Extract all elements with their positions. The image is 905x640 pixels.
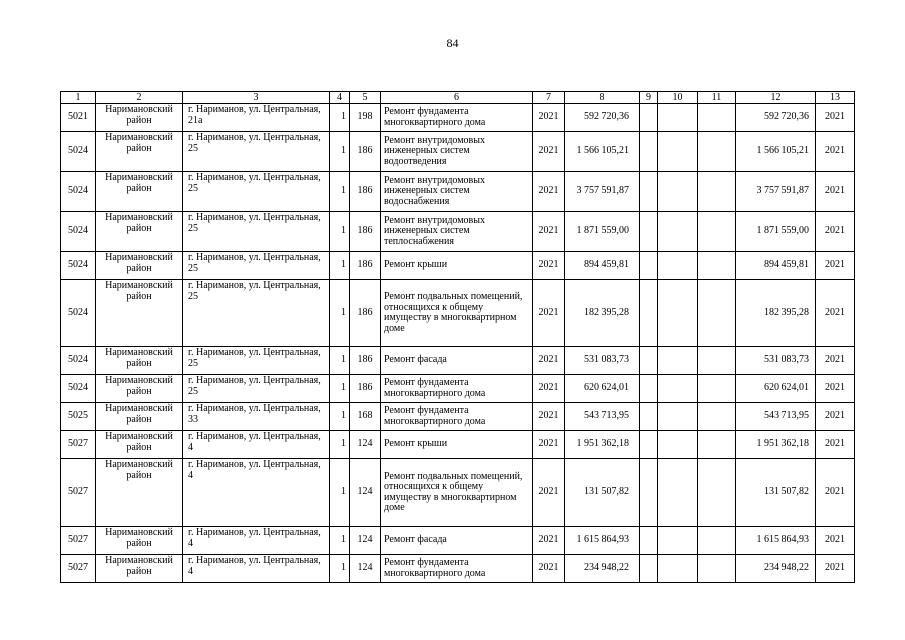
column-header: 2: [96, 92, 183, 104]
table-row: [61, 280, 855, 347]
table-row: [61, 403, 855, 431]
cell-cost: 894 459,81: [565, 252, 640, 280]
cell-col9: [640, 172, 658, 212]
cell-col5: 124: [350, 555, 381, 583]
cell-id: 5024: [61, 172, 96, 212]
cell-col9: [640, 555, 658, 583]
cell-address: г. Нариманов, ул. Центральная, 25: [183, 132, 330, 172]
cell-year-end: 2021: [816, 431, 855, 459]
cell-cost: 592 720,36: [565, 104, 640, 132]
cell-cost-total: 3 757 591,87: [736, 172, 816, 212]
cell-col11: [698, 403, 736, 431]
cell-id: 5027: [61, 459, 96, 527]
column-header: 1: [61, 92, 96, 104]
column-header: 10: [658, 92, 698, 104]
cell-year: 2021: [533, 555, 565, 583]
cell-col10: [658, 212, 698, 252]
cell-col11: [698, 212, 736, 252]
cell-year-end: 2021: [816, 403, 855, 431]
cell-col4: 1: [330, 280, 350, 347]
cell-col9: [640, 527, 658, 555]
cell-cost-total: 182 395,28: [736, 280, 816, 347]
cell-col4: 1: [330, 132, 350, 172]
table-row: [61, 459, 855, 527]
cell-col10: [658, 347, 698, 375]
cell-year: 2021: [533, 347, 565, 375]
table-row: [61, 212, 855, 252]
cell-col10: [658, 172, 698, 212]
table-row: [61, 172, 855, 212]
table-row: [61, 527, 855, 555]
cell-col4: 1: [330, 431, 350, 459]
cell-district: Наримановский район: [96, 403, 183, 431]
column-header: 8: [565, 92, 640, 104]
cell-col5: 186: [350, 280, 381, 347]
cell-work-type: Ремонт фундамента многоквартирного дома: [381, 555, 533, 583]
cell-col11: [698, 555, 736, 583]
cell-id: 5024: [61, 280, 96, 347]
cell-address: г. Нариманов, ул. Центральная, 25: [183, 172, 330, 212]
cell-id: 5024: [61, 252, 96, 280]
cell-cost-total: 543 713,95: [736, 403, 816, 431]
cell-year-end: 2021: [816, 527, 855, 555]
cell-address: г. Нариманов, ул. Центральная, 4: [183, 431, 330, 459]
cell-col4: 1: [330, 555, 350, 583]
cell-cost: 131 507,82: [565, 459, 640, 527]
cell-col5: 124: [350, 431, 381, 459]
cell-cost: 1 615 864,93: [565, 527, 640, 555]
cell-col10: [658, 555, 698, 583]
cell-cost-total: 592 720,36: [736, 104, 816, 132]
cell-col11: [698, 132, 736, 172]
cell-district: Наримановский район: [96, 527, 183, 555]
page-number: 84: [446, 36, 459, 50]
table-row: [61, 347, 855, 375]
cell-col9: [640, 132, 658, 172]
cell-col9: [640, 431, 658, 459]
column-header: 7: [533, 92, 565, 104]
cell-work-type: Ремонт фасада: [381, 347, 533, 375]
cell-col10: [658, 375, 698, 403]
cell-id: 5024: [61, 375, 96, 403]
cell-col5: 124: [350, 459, 381, 527]
cell-year: 2021: [533, 527, 565, 555]
cell-col9: [640, 403, 658, 431]
cell-col9: [640, 459, 658, 527]
column-header: 13: [816, 92, 855, 104]
column-header: 12: [736, 92, 816, 104]
cell-col11: [698, 375, 736, 403]
cell-work-type: Ремонт фасада: [381, 527, 533, 555]
cell-work-type: Ремонт крыши: [381, 252, 533, 280]
cell-district: Наримановский район: [96, 459, 183, 527]
cell-address: г. Нариманов, ул. Центральная, 4: [183, 459, 330, 527]
cell-col4: 1: [330, 104, 350, 132]
cell-cost: 234 948,22: [565, 555, 640, 583]
cell-year-end: 2021: [816, 347, 855, 375]
cell-cost: 1 566 105,21: [565, 132, 640, 172]
cell-cost: 1 871 559,00: [565, 212, 640, 252]
cell-id: 5021: [61, 104, 96, 132]
cell-address: г. Нариманов, ул. Центральная, 25: [183, 252, 330, 280]
header-row: [61, 92, 855, 104]
cell-district: Наримановский район: [96, 212, 183, 252]
cell-year: 2021: [533, 132, 565, 172]
cell-col4: 1: [330, 252, 350, 280]
cell-col5: 168: [350, 403, 381, 431]
cell-id: 5025: [61, 403, 96, 431]
repair-schedule-table: [60, 91, 855, 583]
cell-col9: [640, 212, 658, 252]
cell-col10: [658, 280, 698, 347]
cell-col5: 186: [350, 347, 381, 375]
cell-year-end: 2021: [816, 555, 855, 583]
cell-id: 5024: [61, 212, 96, 252]
cell-col5: 186: [350, 375, 381, 403]
cell-col11: [698, 252, 736, 280]
cell-cost-total: 1 951 362,18: [736, 431, 816, 459]
cell-col4: 1: [330, 212, 350, 252]
cell-year: 2021: [533, 172, 565, 212]
cell-year: 2021: [533, 375, 565, 403]
column-header: 5: [350, 92, 381, 104]
cell-address: г. Нариманов, ул. Центральная, 33: [183, 403, 330, 431]
cell-col9: [640, 252, 658, 280]
cell-year: 2021: [533, 403, 565, 431]
cell-id: 5027: [61, 555, 96, 583]
cell-year: 2021: [533, 212, 565, 252]
cell-col10: [658, 252, 698, 280]
cell-year: 2021: [533, 459, 565, 527]
cell-district: Наримановский район: [96, 252, 183, 280]
cell-year-end: 2021: [816, 132, 855, 172]
cell-id: 5027: [61, 527, 96, 555]
cell-col5: 186: [350, 172, 381, 212]
cell-cost-total: 531 083,73: [736, 347, 816, 375]
cell-address: г. Нариманов, ул. Центральная, 21а: [183, 104, 330, 132]
cell-district: Наримановский район: [96, 347, 183, 375]
cell-id: 5024: [61, 132, 96, 172]
cell-address: г. Нариманов, ул. Центральная, 25: [183, 375, 330, 403]
cell-cost: 620 624,01: [565, 375, 640, 403]
cell-cost: 1 951 362,18: [565, 431, 640, 459]
cell-col4: 1: [330, 375, 350, 403]
cell-col11: [698, 280, 736, 347]
cell-work-type: Ремонт фундамента многоквартирного дома: [381, 104, 533, 132]
cell-address: г. Нариманов, ул. Центральная, 25: [183, 212, 330, 252]
cell-year-end: 2021: [816, 375, 855, 403]
cell-col10: [658, 104, 698, 132]
cell-id: 5027: [61, 431, 96, 459]
cell-work-type: Ремонт внутридомовых инженерных систем водоотведения: [381, 132, 533, 172]
cell-col10: [658, 431, 698, 459]
cell-district: Наримановский район: [96, 555, 183, 583]
column-header: 11: [698, 92, 736, 104]
cell-col11: [698, 347, 736, 375]
cell-year-end: 2021: [816, 280, 855, 347]
cell-col11: [698, 172, 736, 212]
cell-col11: [698, 104, 736, 132]
cell-cost-total: 620 624,01: [736, 375, 816, 403]
cell-year-end: 2021: [816, 104, 855, 132]
table-row: [61, 104, 855, 132]
cell-address: г. Нариманов, ул. Центральная, 4: [183, 555, 330, 583]
cell-col5: 186: [350, 252, 381, 280]
cell-cost-total: 234 948,22: [736, 555, 816, 583]
cell-col11: [698, 431, 736, 459]
table-row: [61, 431, 855, 459]
cell-col4: 1: [330, 403, 350, 431]
cell-year: 2021: [533, 104, 565, 132]
table-row: [61, 375, 855, 403]
table-row: [61, 555, 855, 583]
cell-cost: 531 083,73: [565, 347, 640, 375]
cell-cost: 543 713,95: [565, 403, 640, 431]
cell-district: Наримановский район: [96, 172, 183, 212]
cell-year: 2021: [533, 431, 565, 459]
cell-work-type: Ремонт внутридомовых инженерных систем теплоснабжения: [381, 212, 533, 252]
cell-col11: [698, 527, 736, 555]
cell-address: г. Нариманов, ул. Центральная, 25: [183, 280, 330, 347]
cell-cost-total: 1 871 559,00: [736, 212, 816, 252]
table-row: [61, 252, 855, 280]
cell-col4: 1: [330, 347, 350, 375]
column-header: 9: [640, 92, 658, 104]
column-header: 4: [330, 92, 350, 104]
cell-district: Наримановский район: [96, 280, 183, 347]
cell-col5: 124: [350, 527, 381, 555]
cell-col4: 1: [330, 527, 350, 555]
cell-work-type: Ремонт фундамента многоквартирного дома: [381, 403, 533, 431]
cell-cost: 182 395,28: [565, 280, 640, 347]
cell-col9: [640, 104, 658, 132]
cell-year: 2021: [533, 252, 565, 280]
cell-year-end: 2021: [816, 459, 855, 527]
cell-cost: 3 757 591,87: [565, 172, 640, 212]
cell-cost-total: 894 459,81: [736, 252, 816, 280]
cell-col10: [658, 132, 698, 172]
cell-work-type: Ремонт внутридомовых инженерных систем водоснабжения: [381, 172, 533, 212]
cell-id: 5024: [61, 347, 96, 375]
cell-col11: [698, 459, 736, 527]
cell-col5: 186: [350, 212, 381, 252]
cell-col4: 1: [330, 172, 350, 212]
cell-col9: [640, 375, 658, 403]
cell-address: г. Нариманов, ул. Центральная, 25: [183, 347, 330, 375]
cell-work-type: Ремонт крыши: [381, 431, 533, 459]
cell-col10: [658, 527, 698, 555]
cell-district: Наримановский район: [96, 132, 183, 172]
cell-cost-total: 1 615 864,93: [736, 527, 816, 555]
cell-work-type: Ремонт подвальных помещений, относящихся к общему имуществу в многоквартирном доме: [381, 459, 533, 527]
cell-col9: [640, 347, 658, 375]
cell-col9: [640, 280, 658, 347]
cell-col5: 198: [350, 104, 381, 132]
table-body: [61, 104, 855, 583]
cell-year-end: 2021: [816, 172, 855, 212]
cell-district: Наримановский район: [96, 431, 183, 459]
table-row: [61, 132, 855, 172]
cell-col10: [658, 459, 698, 527]
cell-cost-total: 1 566 105,21: [736, 132, 816, 172]
cell-year: 2021: [533, 280, 565, 347]
cell-year-end: 2021: [816, 212, 855, 252]
cell-cost-total: 131 507,82: [736, 459, 816, 527]
cell-district: Наримановский район: [96, 104, 183, 132]
cell-col5: 186: [350, 132, 381, 172]
cell-col4: 1: [330, 459, 350, 527]
cell-work-type: Ремонт подвальных помещений, относящихся к общему имуществу в многоквартирном доме: [381, 280, 533, 347]
cell-address: г. Нариманов, ул. Центральная, 4: [183, 527, 330, 555]
cell-district: Наримановский район: [96, 375, 183, 403]
cell-work-type: Ремонт фундамента многоквартирного дома: [381, 375, 533, 403]
cell-year-end: 2021: [816, 252, 855, 280]
column-header: 3: [183, 92, 330, 104]
cell-col10: [658, 403, 698, 431]
column-header: 6: [381, 92, 533, 104]
